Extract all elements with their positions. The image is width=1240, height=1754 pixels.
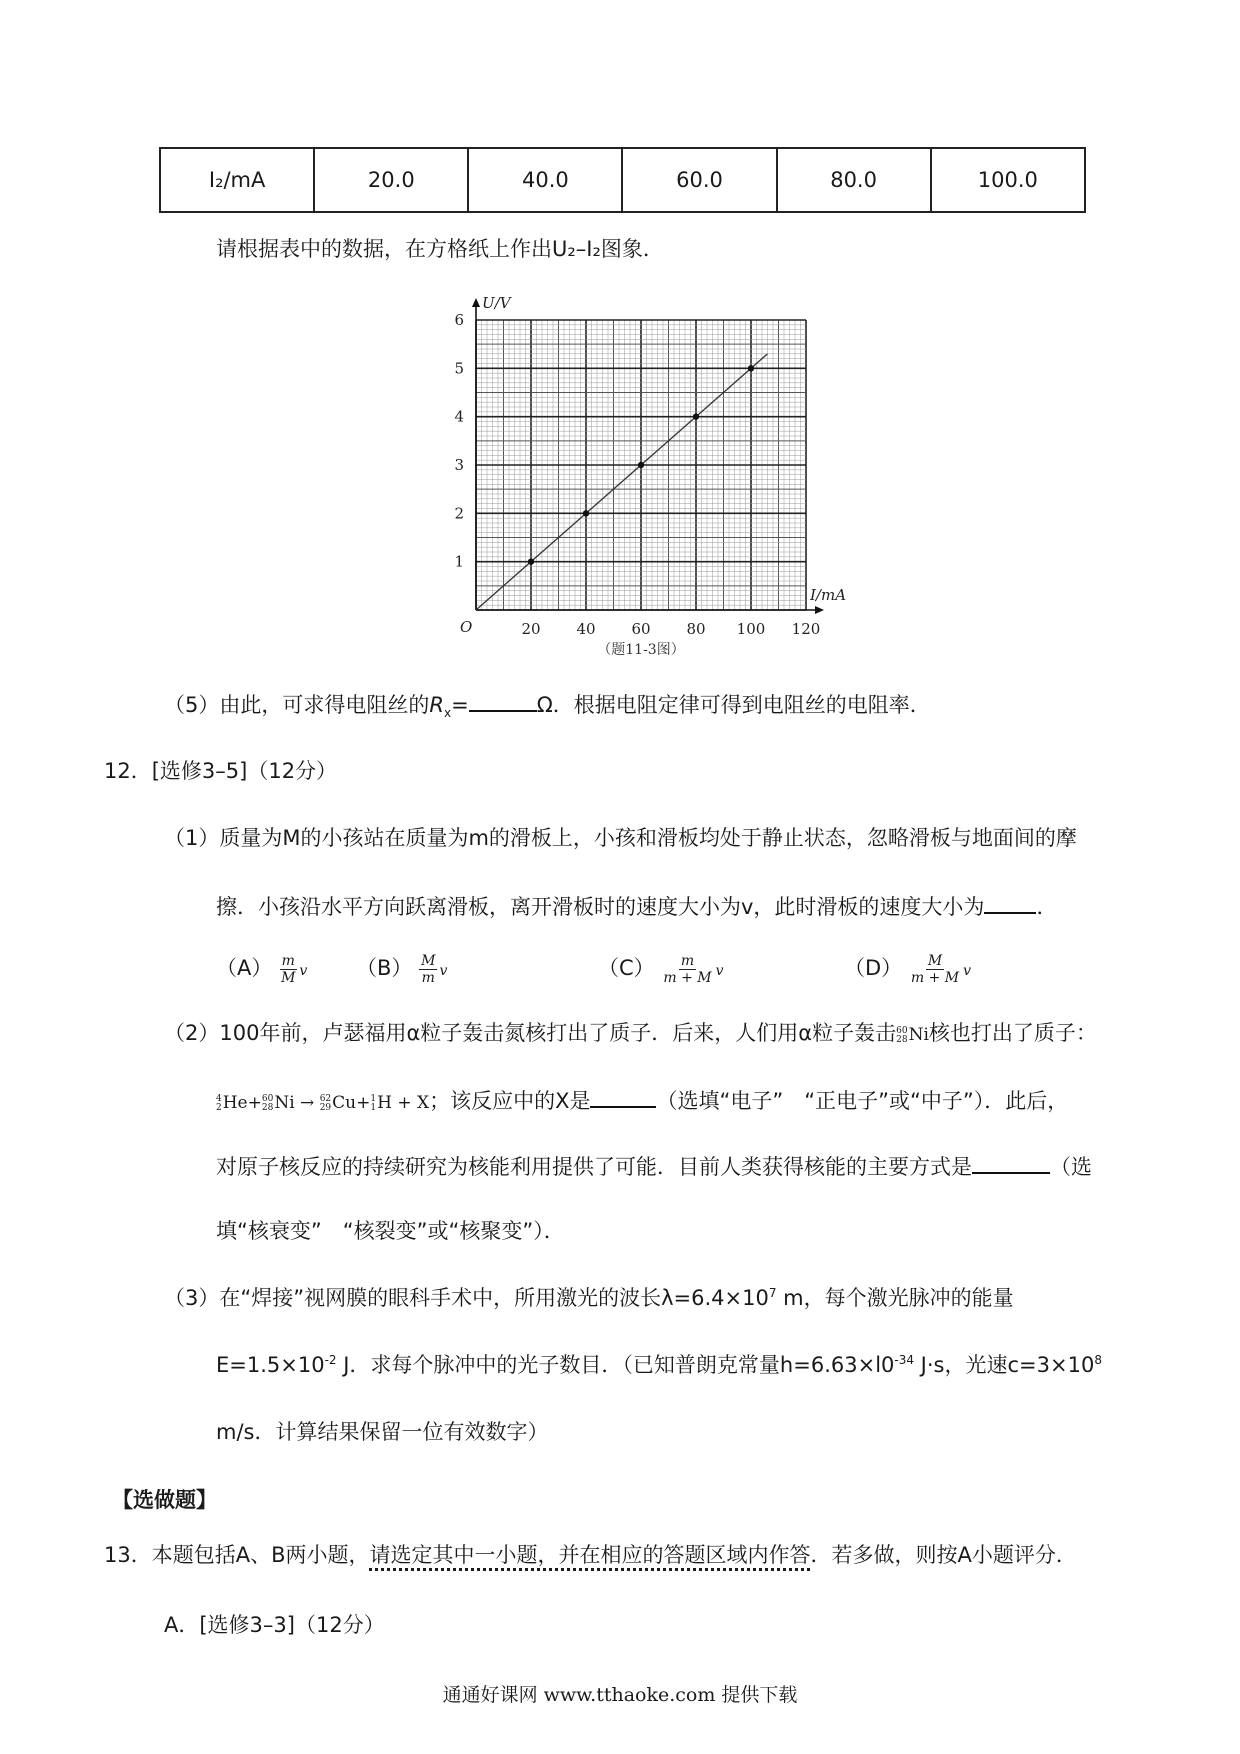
x-tick-label: 120 xyxy=(791,620,821,638)
option-d-fraction xyxy=(909,953,961,986)
q12-3-line2 xyxy=(216,1350,1102,1380)
origin-label: O xyxy=(460,618,473,636)
q12-1-line2 xyxy=(216,890,1057,922)
q12-2-line2 xyxy=(216,1084,1068,1118)
x-tick-label: 80 xyxy=(686,620,706,638)
fraction-denominator: M xyxy=(281,969,296,986)
table-cell: 40.0 xyxy=(468,148,622,212)
option-a xyxy=(216,948,307,988)
fraction-numerator: M xyxy=(421,952,436,969)
q12-1-line1: （1）质量为M的小孩站在质量为m的滑板上，小孩和滑板均处于静止状态，忽略滑板与地面间的摩 xyxy=(164,826,1077,850)
q12-2-line1 xyxy=(164,1018,1097,1050)
q13-text-a: 13．本题包括A、B两小题， xyxy=(104,1543,370,1567)
data-point xyxy=(748,365,754,371)
q12-3-line1-a: （3）在“焊接”视网膜的眼科手术中，所用激光的波长λ=6.4×10 xyxy=(164,1286,769,1310)
answer-blank-x xyxy=(590,1084,656,1108)
q12-2-line1-tail: 核也打出了质子： xyxy=(928,1021,1097,1045)
fraction-denominator: m + M xyxy=(910,969,960,986)
q12-1-line2-text: 擦．小孩沿水平方向跃离滑板，离开滑板时的速度大小为v，此时滑板的速度大小为 xyxy=(216,895,985,919)
velocity-symbol: v xyxy=(439,963,448,979)
y-tick-label: 5 xyxy=(454,359,464,378)
exponent: -34 xyxy=(894,1353,914,1367)
q13-line xyxy=(104,1540,1077,1570)
y-tick-label: 4 xyxy=(454,407,464,426)
q12-3-line2-c: J·s，光速c=3×10 xyxy=(914,1353,1095,1377)
option-d xyxy=(844,948,971,988)
option-b xyxy=(356,948,447,988)
rx-subscript: x xyxy=(443,706,452,721)
q12-2-line3-tail: （选 xyxy=(1050,1155,1092,1179)
q12-3-line1-b: m，每个激光脉冲的能量 xyxy=(776,1286,1014,1310)
y-axis-arrow xyxy=(472,298,480,307)
x-tick-label: 40 xyxy=(576,620,596,638)
option-c-fraction xyxy=(661,953,713,986)
elective-heading: 【选做题】 xyxy=(112,1488,217,1512)
fraction-denominator: m + M xyxy=(663,969,712,986)
option-d-label: （D） xyxy=(844,956,903,980)
reaction-equation: 4 2 He+ 60 28 Ni → 62 29 Cu+ 1 1 H + X xyxy=(216,1093,430,1113)
table-cell: 60.0 xyxy=(622,148,776,212)
q12-2-line2-text: ；该反应中的X是 xyxy=(429,1089,591,1113)
q12-2-line3 xyxy=(216,1150,1092,1182)
data-point xyxy=(528,558,534,564)
q12-2-line3-text: 对原子核反应的持续研究为核能利用提供了可能．目前人类获得核能的主要方式是 xyxy=(216,1155,972,1179)
answer-blank-rx xyxy=(469,688,537,712)
q11-5-suffix: Ω．根据电阻定律可得到电阻丝的电阻率． xyxy=(536,693,931,717)
x-axis-arrow xyxy=(815,606,824,614)
answer-blank-velocity xyxy=(984,890,1036,914)
fraction-numerator: m xyxy=(281,952,295,969)
option-a-label: （A） xyxy=(216,956,273,980)
table-header-cell: I₂/mA xyxy=(160,148,314,212)
q12-2-line2-options: （选填“电子” “正电子”或“中子”）．此后， xyxy=(656,1089,1069,1113)
q12-2-line1-text: （2）100年前，卢瑟福用α粒子轰击氮核打出了质子．后来，人们用α粒子轰击 xyxy=(164,1021,897,1045)
x-tick-label: 60 xyxy=(631,620,651,638)
graph-u-i xyxy=(420,290,860,660)
table-cell: 100.0 xyxy=(931,148,1085,212)
fraction-numerator: m xyxy=(680,952,695,969)
option-b-label: （B） xyxy=(356,956,413,980)
exponent: 8 xyxy=(1094,1353,1102,1367)
q12-2-line4: 填“核衰变” “核裂变”或“核聚变”）． xyxy=(216,1219,565,1243)
x-tick-label: 20 xyxy=(521,620,541,638)
y-tick-label: 3 xyxy=(454,456,464,474)
y-tick-label: 2 xyxy=(454,504,464,523)
q12-3-line1 xyxy=(164,1283,1014,1313)
y-axis-label: U/V xyxy=(482,294,511,312)
fraction-denominator: m xyxy=(421,969,435,986)
instruction-text: 请根据表中的数据，在方格纸上作出U₂–I₂图象． xyxy=(216,237,664,261)
option-c-label: （C） xyxy=(598,956,655,980)
data-point xyxy=(693,413,699,419)
q11-5-text xyxy=(164,688,931,720)
y-tick-label: 6 xyxy=(454,311,464,329)
fraction-numerator: M xyxy=(927,952,943,969)
option-b-fraction xyxy=(419,953,437,986)
x-axis-label: I/mA xyxy=(810,586,847,604)
data-point xyxy=(583,510,589,516)
table-cell: 80.0 xyxy=(777,148,931,212)
velocity-symbol: v xyxy=(299,963,308,979)
q13-text-b: ．若多做，则按A小题评分． xyxy=(810,1543,1077,1567)
chart-caption: （题11-3图） xyxy=(597,642,685,658)
equals-sign: = xyxy=(451,693,469,717)
q12-1-end: ． xyxy=(1036,895,1058,919)
q12-3-line2-b: J．求每个脉冲中的光子数目．（已知普朗克常量h=6.63×l0 xyxy=(336,1353,895,1377)
q13-a-heading: A．[选修3–3]（12分） xyxy=(164,1613,385,1637)
table-cell: 20.0 xyxy=(314,148,468,212)
q13-emphasis: 请选定其中一小题，并在相应的答题区域内作答 xyxy=(369,1543,811,1567)
y-tick-label: 1 xyxy=(454,552,464,571)
q12-3-line2-a: E=1.5×10 xyxy=(216,1353,325,1377)
data-table xyxy=(159,147,1086,213)
q11-5-prefix: （5）由此，可求得电阻丝的 xyxy=(164,693,430,717)
q12-3-line3: m/s．计算结果保留一位有效数字） xyxy=(216,1420,549,1444)
q12-heading: 12．[选修3–5]（12分） xyxy=(104,759,338,783)
ni-nuclide: 60 28 Ni xyxy=(896,1025,929,1045)
exponent: 7 xyxy=(768,1286,777,1300)
option-c xyxy=(598,948,724,988)
page-footer: 通通好课网 www.tthaoke.com 提供下载 xyxy=(442,1684,798,1706)
answer-blank-energy xyxy=(972,1150,1050,1174)
rx-symbol: R xyxy=(429,693,444,717)
velocity-symbol: v xyxy=(715,963,724,979)
exponent: -2 xyxy=(324,1353,337,1367)
x-tick-label: 100 xyxy=(736,620,766,638)
data-point xyxy=(638,462,644,468)
option-a-fraction xyxy=(279,953,297,986)
velocity-symbol: v xyxy=(963,963,972,979)
